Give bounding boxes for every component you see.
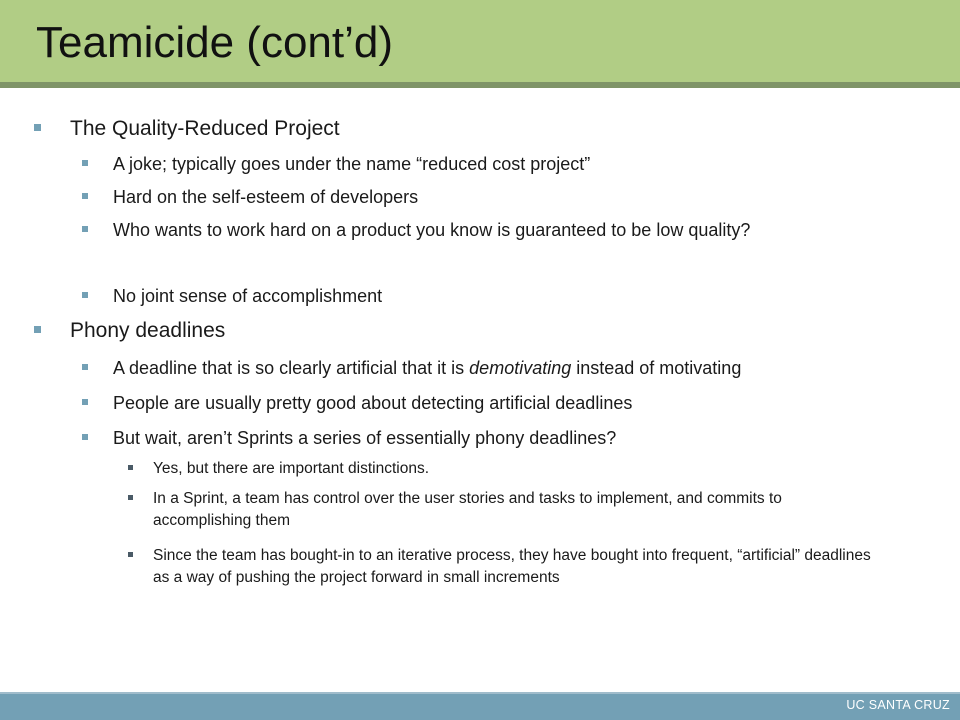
slide-title: Teamicide (cont’d) (36, 18, 394, 67)
bullet-phony-deadlines (70, 318, 930, 344)
bullet-square-icon (82, 193, 88, 199)
bullet-square-icon (82, 364, 88, 370)
bullet-text: The Quality-Reduced Project (70, 117, 340, 140)
bullet-square-icon (82, 292, 88, 298)
bullet-text: But wait, aren’t Sprints a series of essentially phony deadlines? (113, 428, 617, 448)
bullet-text-part: instead of motivating (571, 358, 742, 378)
bullet-square-icon (82, 160, 88, 166)
subsub-bullet-in-a-sprint (153, 488, 883, 532)
bullet-text: Who wants to work hard on a product you know is guaranteed to be low quality? (113, 220, 751, 240)
bullet-text: No joint sense of accomplishment (113, 286, 383, 306)
bullet-text: In a Sprint, a team has control over the user stories and tasks to implement, and commits to accomplishing them (153, 490, 782, 529)
bullet-square-icon (34, 124, 41, 131)
sub-bullet-but-wait (113, 426, 903, 451)
subsub-bullet-since-team (153, 545, 873, 589)
sub-bullet-who-wants (113, 218, 843, 243)
bullet-text: Since the team has bought-in to an iterative process, they have bought into frequent, “artificial” deadlines as a way of pushing the project forward in small increments (153, 547, 871, 586)
sub-bullet-self-esteem (113, 185, 903, 210)
footer-bar (0, 692, 960, 720)
bullet-text: People are usually pretty good about detecting artificial deadlines (113, 393, 633, 413)
footer-divider (0, 692, 960, 694)
bullet-quality-reduced-project (70, 116, 930, 142)
bullet-text: Phony deadlines (70, 319, 226, 342)
bullet-square-icon (128, 495, 133, 500)
sub-bullet-joke (113, 152, 903, 177)
bullet-text: A joke; typically goes under the name “reduced cost project” (113, 154, 591, 174)
bullet-square-icon (82, 399, 88, 405)
bullet-square-icon (128, 465, 133, 470)
footer-label: UC SANTA CRUZ (846, 698, 950, 712)
sub-bullet-deadline-artificial (113, 356, 913, 381)
sub-bullet-no-joint-sense (113, 284, 903, 309)
sub-bullet-detecting (113, 391, 903, 416)
bullet-square-icon (82, 226, 88, 232)
bullet-square-icon (34, 326, 41, 333)
bullet-square-icon (82, 434, 88, 440)
bullet-text-part: A deadline that is so clearly artificial that it is (113, 358, 470, 378)
bullet-square-icon (128, 552, 133, 557)
bullet-text-emphasis: demotivating (469, 358, 572, 378)
bullet-text: Yes, but there are important distinctions. (153, 460, 429, 477)
title-bar (0, 0, 960, 88)
subsub-bullet-yes (153, 458, 873, 480)
bullet-text: Hard on the self-esteem of developers (113, 187, 419, 207)
